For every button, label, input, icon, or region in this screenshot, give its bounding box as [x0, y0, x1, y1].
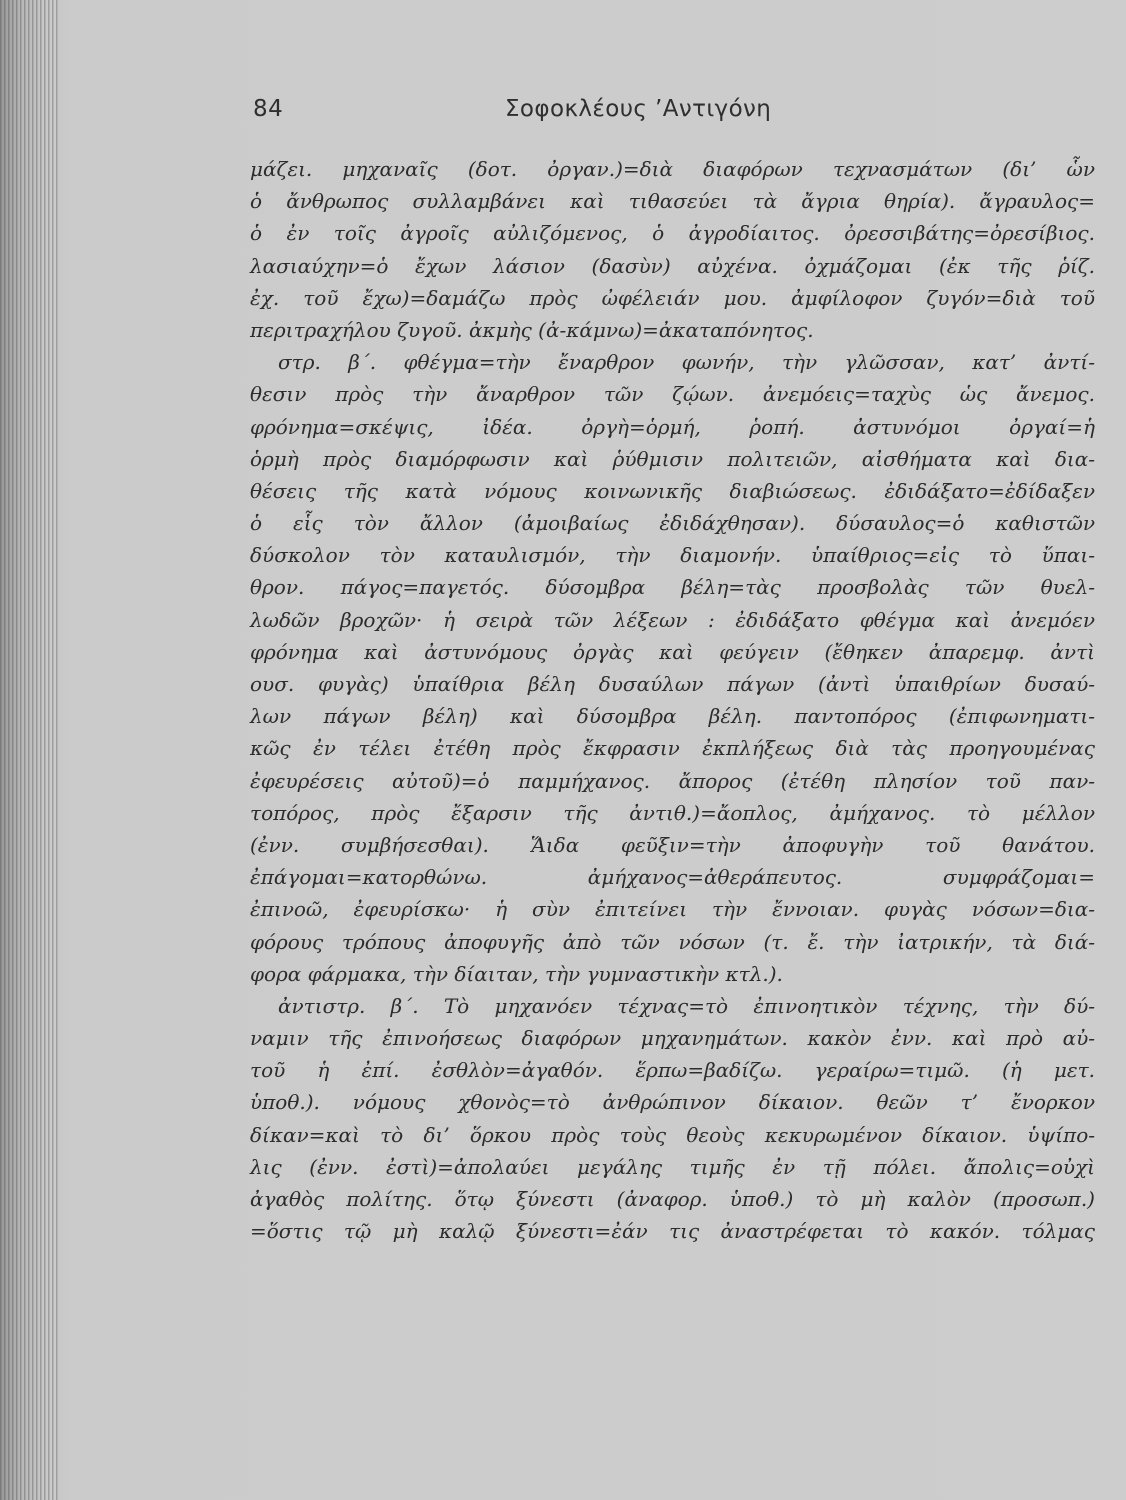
text-line: ὁρμὴ πρὸς διαμόρφωσιν καὶ ῥύθμισιν πολιτειῶν, αἰσθήματα καὶ δια- — [250, 446, 1095, 471]
text-line: τοπόρος, πρὸς ἔξαρσιν τῆς ἀντιθ.)=ἄοπλος, ἀμήχανος. τὸ μέλλον — [250, 800, 1095, 825]
text-line: τοῦ ἡ ἐπί. ἐσθλὸν=ἀγαθόν. ἕρπω=βαδίζω. γεραίρω=τιμῶ. (ἡ μετ. — [250, 1058, 1095, 1083]
text-line: ἐφευρέσεις αὐτοῦ)=ὁ παμμήχανος. ἄπορος (ἐτέθη πλησίον τοῦ παν- — [250, 768, 1095, 793]
text-line: περιτραχήλου ζυγοῦ. ἀκμὴς (ἀ-κάμνω)=ἀκαταπόνητος. — [250, 317, 814, 342]
text-line: λων πάγων βέλη) καὶ δύσομβρα βέλη. παντοπόρος (ἐπιφωνηματι- — [250, 704, 1095, 729]
text-line: ἐπάγομαι=κατορθώνω. ἀμήχανος=ἀθεράπευτος. συμφράζομαι= — [250, 865, 1095, 890]
text-line: ναμιν τῆς ἐπινοήσεως διαφόρων μηχανημάτων. κακὸν ἐνν. καὶ πρὸ αὐ- — [250, 1026, 1095, 1051]
text-line: θεσιν πρὸς τὴν ἄναρθρον τῶν ζῴων. ἀνεμόεις=ταχὺς ὡς ἄνεμος. — [250, 382, 1095, 407]
text-line: (ἐνν. συμβήσεσθαι). Ἅιδα φεῦξιν=τὴν ἀποφυγὴν τοῦ θανάτου. — [250, 832, 1095, 857]
text-line: =ὅστις τῷ μὴ καλῷ ξύνεστι=ἐάν τις ἀναστρέφεται τὸ κακόν. τόλμας — [250, 1219, 1095, 1244]
page-header — [0, 96, 1126, 136]
text-line: ἐπινοῶ, ἐφευρίσκω· ἡ σὺν ἐπιτείνει τὴν ἔννοιαν. φυγὰς νόσων=δια- — [250, 897, 1095, 922]
page-number: 84 — [253, 96, 284, 122]
text-line: δίκαν=καὶ τὸ δι’ ὅρκου πρὸς τοὺς θεοὺς κεκυρωμένον δίκαιον. ὑψίπο- — [250, 1122, 1095, 1147]
text-line: φρόνημα καὶ ἀστυνόμους ὀργὰς καὶ φεύγειν (ἔθηκεν ἀπαρεμφ. ἀντὶ — [250, 639, 1095, 664]
text-line: κῶς ἐν τέλει ἐτέθη πρὸς ἔκφρασιν ἐκπλήξεως διὰ τὰς προηγουμένας — [250, 736, 1095, 761]
text-line: δύσκολον τὸν καταυλισμόν, τὴν διαμονήν. ὑπαίθριος=εἰς τὸ ὕπαι- — [250, 543, 1095, 568]
text-line: ουσ. φυγὰς) ὑπαίθρια βέλη δυσαύλων πάγων (ἀντὶ ὑπαιθρίων δυσαύ- — [250, 672, 1095, 696]
text-line: μάζει. μηχαναῖς (δοτ. ὀργαν.)=διὰ διαφόρων τεχνασμάτων (δι’ ὧν — [250, 157, 1095, 181]
text-line: ὁ ἐν τοῖς ἀγροῖς αὐλιζόμενος, ὁ ἀγροδίαιτος. ὀρεσσιβάτης=ὀρεσίβιος. — [250, 221, 1095, 246]
text-line: θέσεις τῆς κατὰ νόμους κοινωνικῆς διαβιώσεως. ἐδιδάξατο=ἐδίδαξεν — [250, 478, 1095, 503]
text-line: στρ. β΄. φθέγμα=τὴν ἔναρθρον φωνήν, τὴν γλῶσσαν, κατ’ ἀντί- — [278, 350, 1095, 375]
text-line: θρον. πάγος=παγετός. δύσομβρα βέλη=τὰς προσβολὰς τῶν θυελ- — [250, 575, 1095, 600]
text-line: ἐχ. τοῦ ἔχω)=δαμάζω πρὸς ὠφέλειάν μου. ἀμφίλοφον ζυγόν=διὰ τοῦ — [250, 285, 1095, 310]
text-line: λασιαύχην=ὁ ἔχων λάσιον (δασὺν) αὐχένα. ὀχμάζομαι (ἐκ τῆς ῥίζ. — [250, 253, 1095, 278]
text-line: ἀντιστρ. β΄. Τὸ μηχανόεν τέχνας=τὸ ἐπινοητικὸν τέχνης, τὴν δύ- — [278, 993, 1095, 1018]
commentary-text — [250, 153, 1095, 1247]
text-line: φορα φάρμακα, τὴν δίαιταν, τὴν γυμναστικὴν κτλ.). — [250, 961, 783, 986]
running-title: Σοφοκλέους ’Αντιγόνη — [505, 96, 772, 122]
text-line: φόρους τρόπους ἀποφυγῆς ἀπὸ τῶν νόσων (τ. ἔ. τὴν ἰατρικήν, τὰ διά- — [250, 929, 1095, 954]
text-line: ὑποθ.). νόμους χθονὸς=τὸ ἀνθρώπινον δίκαιον. θεῶν τ’ ἔνορκον — [250, 1090, 1095, 1115]
text-line: λις (ἐνν. ἐστὶ)=ἀπολαύει μεγάλης τιμῆς ἐν τῇ πόλει. ἄπολις=οὐχὶ — [250, 1154, 1095, 1179]
text-line: φρόνημα=σκέψις, ἰδέα. ὀργὴ=ὁρμή, ῥοπή. ἀστυνόμοι ὀργαί=ἡ — [250, 414, 1095, 439]
page-edges — [0, 0, 58, 1500]
text-line: ὁ ἄνθρωπος συλλαμβάνει καὶ τιθασεύει τὰ ἄγρια θηρία). ἄγραυλος= — [250, 189, 1095, 214]
text-line: ὁ εἷς τὸν ἄλλον (ἀμοιβαίως ἐδιδάχθησαν). δύσαυλος=ὁ καθιστῶν — [250, 511, 1095, 536]
text-line: ἀγαθὸς πολίτης. ὅτῳ ξύνεστι (ἀναφορ. ὑποθ.) τὸ μὴ καλὸν (προσωπ.) — [250, 1187, 1095, 1211]
text-line: λωδῶν βροχῶν· ἡ σειρὰ τῶν λέξεων : ἐδιδάξατο φθέγμα καὶ ἀνεμόεν — [250, 607, 1095, 632]
